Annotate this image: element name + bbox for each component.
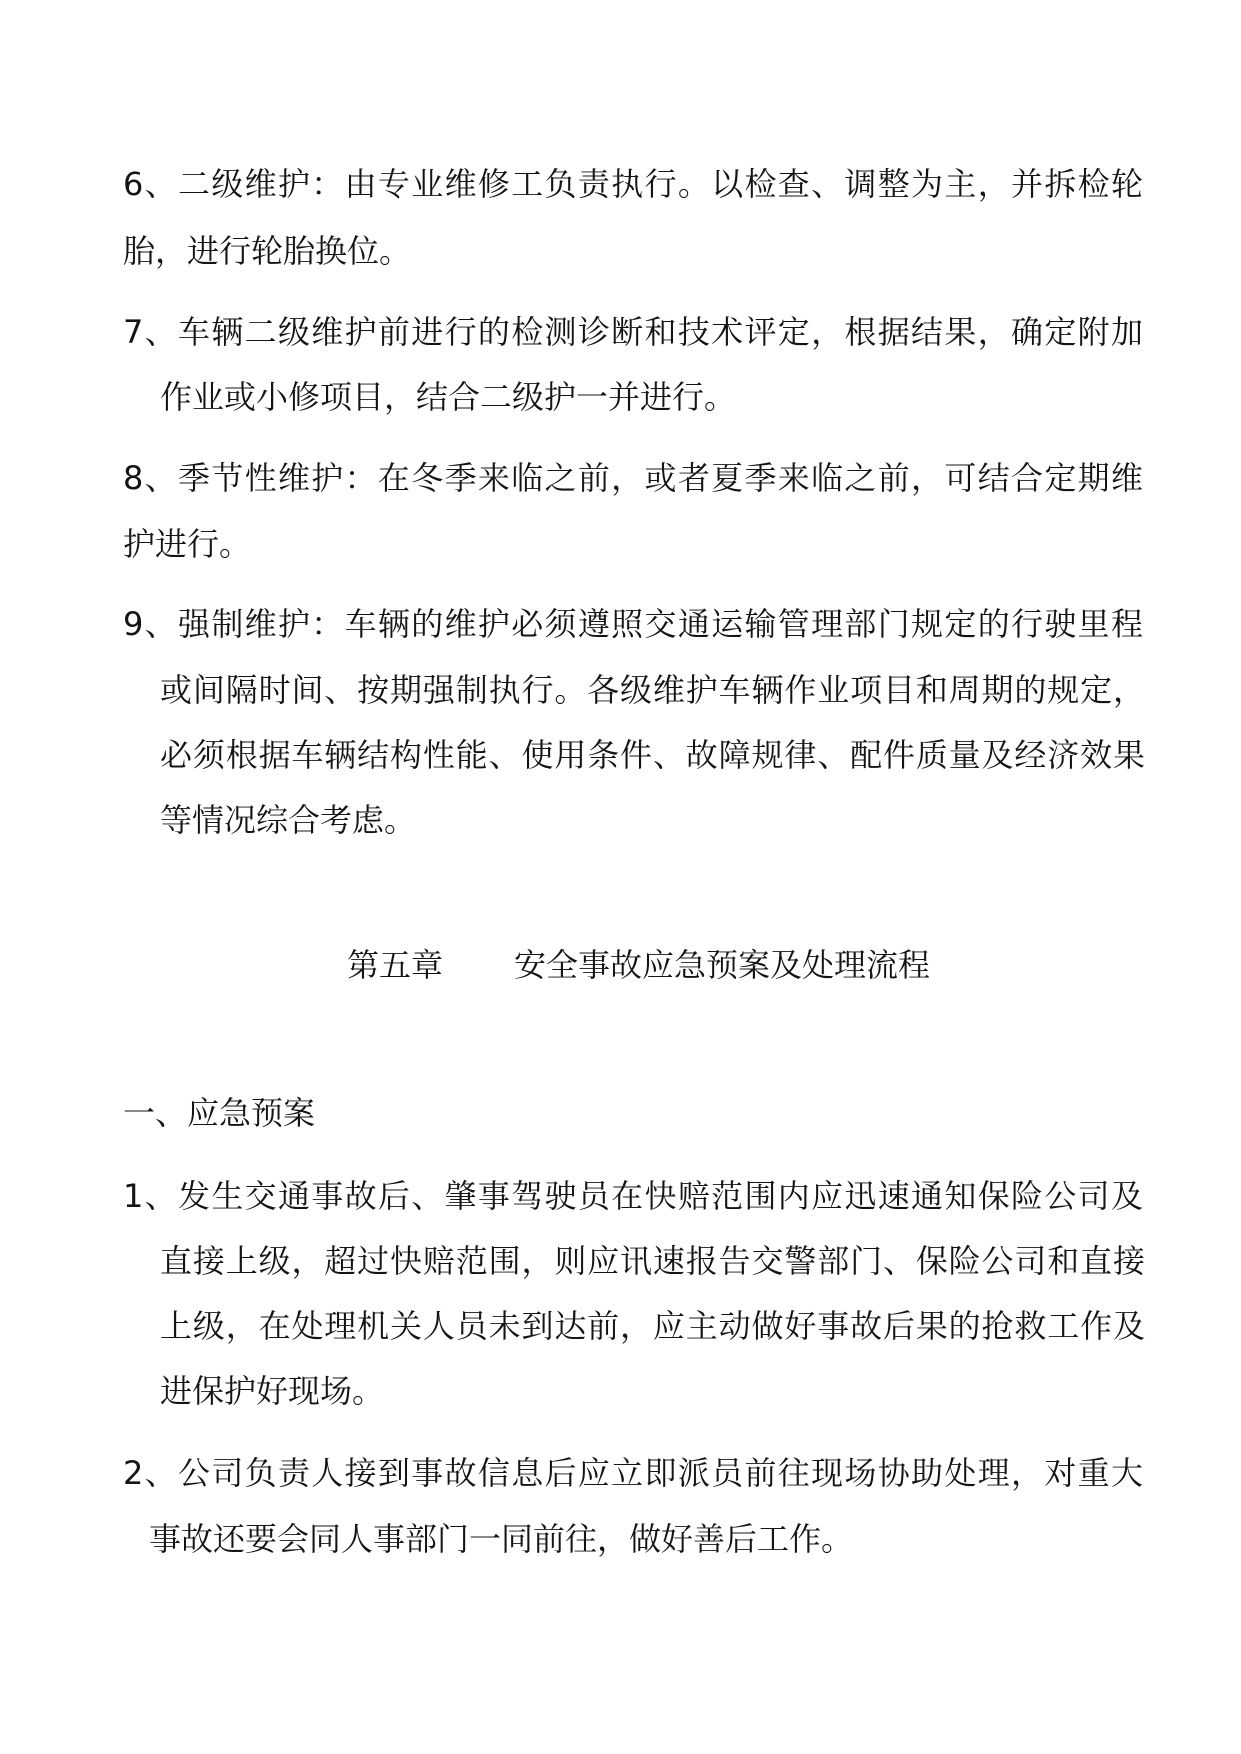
text-line: 8、季节性维护：在冬季来临之前，或者夏季来临之前，可结合定期维 — [123, 459, 1143, 497]
text-line: 或间隔时间、按期强制执行。各级维护车辆作业项目和周期的规定， — [160, 671, 1145, 709]
text-line: 进保护好现场。 — [160, 1372, 385, 1410]
text-line: 胎，进行轮胎换位。 — [123, 232, 412, 270]
text-line: 事故还要会同人事部门一同前往，做好善后工作。 — [149, 1520, 854, 1558]
text-line: 等情况综合考虑。 — [160, 801, 417, 839]
section-heading: 一、应急预案 — [123, 1094, 316, 1132]
chapter-title: 安全事故应急预案及处理流程 — [514, 946, 931, 984]
text-line: 7、车辆二级维护前进行的检测诊断和技术评定，根据结果，确定附加 — [123, 313, 1143, 351]
text-line: 护进行。 — [123, 525, 252, 563]
text-line: 9、强制维护：车辆的维护必须遵照交通运输管理部门规定的行驶里程 — [123, 605, 1143, 643]
text-line: 6、二级维护：由专业维修工负责执行。以检查、调整为主，并拆检轮 — [123, 165, 1143, 203]
text-line: 直接上级，超过快赔范围，则应讯速报告交警部门、保险公司和直接 — [160, 1242, 1145, 1280]
chapter-number: 第五章 — [347, 946, 444, 984]
text-line: 1、发生交通事故后、肇事驾驶员在快赔范围内应迅速通知保险公司及 — [123, 1177, 1143, 1215]
text-line: 上级，在处理机关人员未到达前，应主动做好事故后果的抢救工作及 — [160, 1307, 1145, 1345]
text-line: 2、公司负责人接到事故信息后应立即派员前往现场协助处理，对重大 — [123, 1454, 1143, 1492]
text-line: 作业或小修项目，结合二级护一并进行。 — [160, 378, 737, 416]
text-line: 必须根据车辆结构性能、使用条件、故障规律、配件质量及经济效果 — [160, 736, 1145, 774]
